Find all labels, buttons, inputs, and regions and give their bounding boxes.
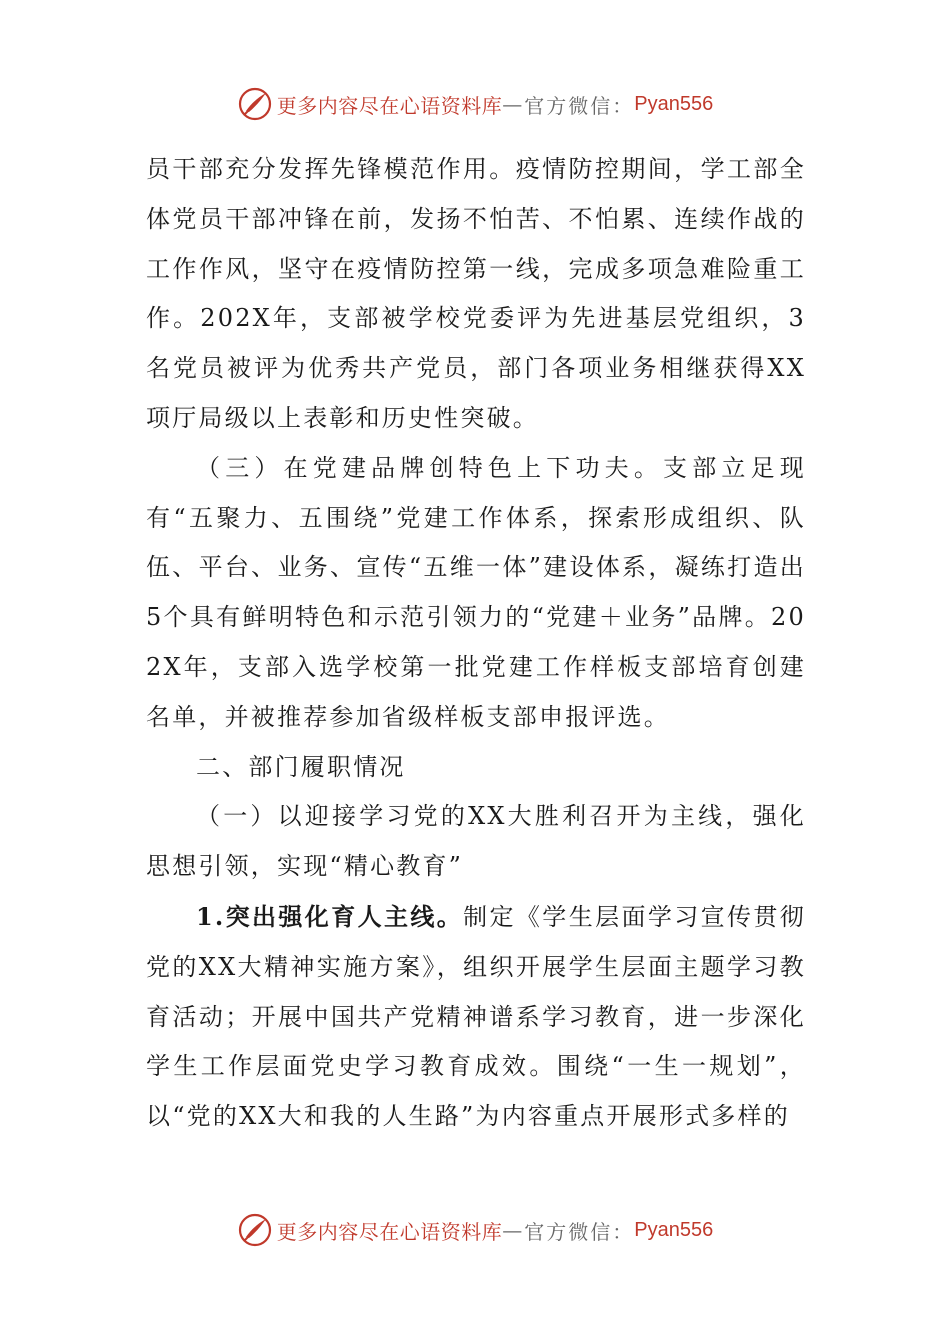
banner-site-text: 更多内容尽在心语资料库 [276, 93, 503, 118]
paragraph-4-lead: 1.突出强化育人主线。 [196, 901, 464, 931]
paragraph-3: （一）以迎接学习党的XX大胜利召开为主线，强化思想引领，实现“精心教育” [146, 802, 806, 881]
paragraph-4-body: 制定《学生层面学习宣传贯彻党的XX大精神实施方案》，组织开展学生层面主题学习教育活动；开展中国共产党精神谱系学习教育，进一步深化学生工作层面党史学习教育成效。围绕“一生一规划”，以“党的XX大和我的人生路”为内容重点开展形式多样的 [146, 902, 806, 1131]
paragraph-4 [146, 892, 806, 1142]
banner-wechat-label: 官方微信： [524, 93, 635, 118]
section-heading: 二、部门履职情况 [196, 752, 406, 781]
paragraph-2: （三）在党建品牌创特色上下功夫。支部立足现有“五聚力、五围绕”党建工作体系，探索形成组织、队伍、平台、业务、宣传“五维一体”建设体系，凝练打造出5个具有鲜明特色和示范引领力的“党建＋业务”品牌。202X年，支部入选学校第一批党建工作样板支部培育创建名单，并被推荐参加省级样板支部申报评选。 [146, 453, 806, 731]
footer-watermark-banner [0, 1210, 950, 1250]
paragraph-1: 员干部充分发挥先锋模范作用。疫情防控期间，学工部全体党员干部冲锋在前，发扬不怕苦、不怕累、连续作战的工作作风，坚守在疫情防控第一线，完成多项急难险重工作。202X年，支部被学校党委评为先进基层党组织，3名党员被评为优秀共产党员，部门各项业务相继获得XX项厅局级以上表彰和历史性突破。 [146, 155, 806, 432]
document-body [146, 145, 806, 1142]
banner-wechat-id: Pyan556 [634, 92, 714, 115]
banner-dash: — [502, 92, 525, 116]
quill-logo-icon [237, 86, 273, 122]
quill-logo-icon [237, 1212, 273, 1248]
banner-wechat-id: Pyan556 [634, 1218, 714, 1241]
header-watermark-banner [0, 84, 950, 124]
banner-wechat-label: 官方微信： [524, 1219, 635, 1244]
banner-dash: — [502, 1218, 525, 1242]
banner-site-text: 更多内容尽在心语资料库 [276, 1219, 503, 1244]
